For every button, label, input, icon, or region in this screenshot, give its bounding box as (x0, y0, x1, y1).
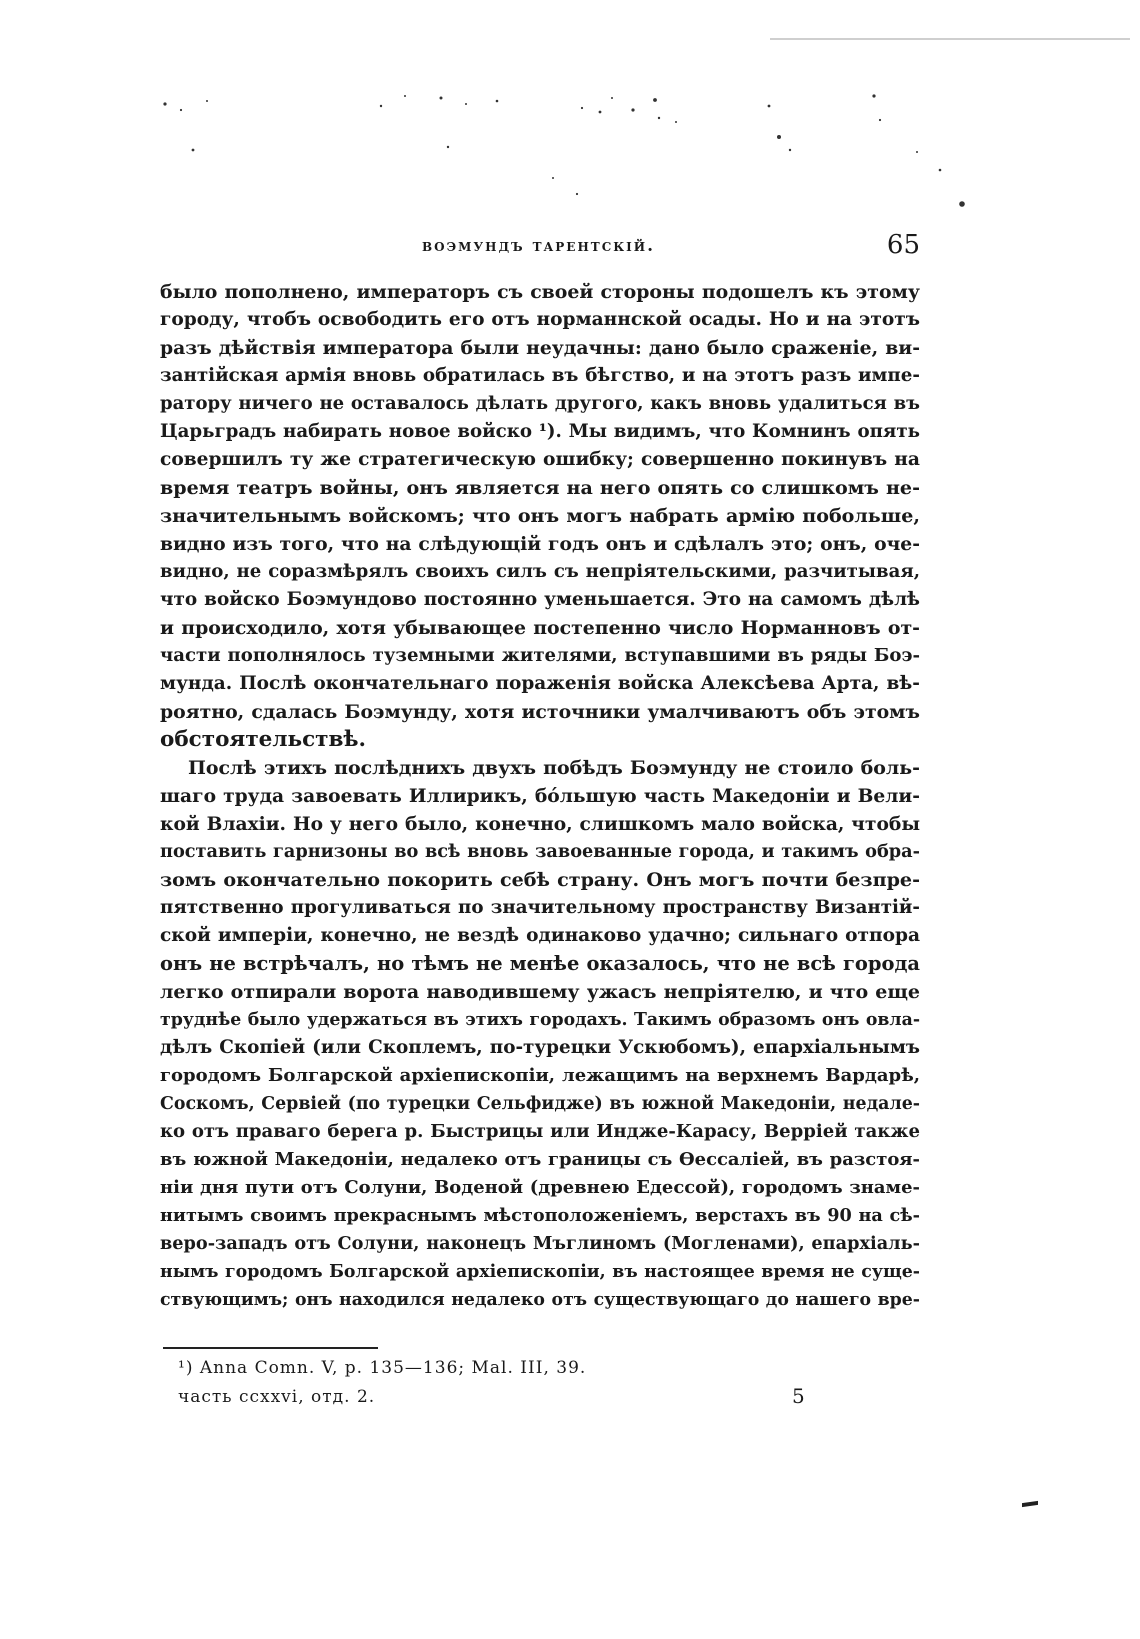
text-line: обстоятельствѣ. (160, 727, 367, 752)
text-line: нитымъ своимъ прекраснымъ мѣстоположеніемъ, верстахъ въ 90 на сѣ- (160, 1205, 920, 1226)
text-line: онъ не встрѣчалъ, но тѣмъ не менѣе оказалось, что не всѣ города (160, 952, 920, 975)
text-line: поставить гарнизоны во всѣ вновь завоеванные города, и такимъ обра- (160, 841, 920, 862)
sheet-number: 5 (792, 1384, 805, 1408)
text-line: Царьградъ набирать новое войско ¹). Мы видимъ, что Комнинъ опять (160, 421, 920, 442)
text-line: роятно, сдалась Боэмунду, хотя источники умалчиваютъ объ этомъ (160, 701, 920, 723)
text-line: время театръ войны, онъ является на него опять со слишкомъ не- (160, 477, 920, 499)
text-line: ко отъ праваго берега р. Быстрицы или Индже-Карасу, Верріей также (160, 1121, 920, 1142)
text-line: Послѣ этихъ послѣднихъ двухъ побѣдъ Боэмунду не стоило боль- (188, 757, 920, 779)
running-head (160, 230, 920, 262)
footnote: ¹) Anna Comn. V, p. 135—136; Mal. III, 39. (178, 1358, 587, 1378)
page-number: 65 (886, 230, 920, 260)
text-line: зантійская армія вновь обратилась въ бѣгство, и на этотъ разъ импе- (160, 365, 920, 386)
text-line: видно изъ того, что на слѣдующій годъ онъ и сдѣлалъ это; онъ, оче- (160, 533, 920, 555)
text-line: пятственно прогуливаться по значительному пространству Византій- (160, 897, 920, 918)
scan-edge-mark (1022, 1501, 1038, 1507)
text-line: Соскомъ, Сервіей (по турецки Сельфидже) въ южной Македоніи, недале- (160, 1094, 920, 1114)
text-line: ратору ничего не оставалось дѣлать другого, какъ вновь удалиться въ (160, 393, 920, 414)
text-line: мунда. Послѣ окончательнаго пораженія войска Алексѣева Арта, вѣ- (160, 673, 920, 694)
text-line: ствующимъ; онъ находился недалеко отъ существующаго до нашего вре- (160, 1290, 920, 1310)
text-line: труднѣе было удержаться въ этихъ городахъ. Такимъ образомъ онъ овла- (160, 1010, 920, 1030)
body-text (160, 278, 920, 1314)
printer-signature: часть ccxxvi, отд. 2. (178, 1387, 376, 1407)
scan-specks (0, 0, 1140, 240)
text-line: и происходило, хотя убывающее постепенно число Норманновъ от- (160, 617, 920, 639)
text-line: видно, не соразмѣрялъ своихъ силъ съ непріятельскими, разчитывая, (160, 561, 920, 582)
text-line: значительнымъ войскомъ; что онъ могъ набрать армію побольше, (160, 505, 920, 527)
text-line: ской имперіи, конечно, не вездѣ одинаково удачно; сильнаго отпора (160, 925, 920, 946)
footnote-rule (163, 1347, 378, 1349)
text-line: было пополнено, императоръ съ своей стороны подошелъ къ этому (160, 281, 920, 303)
text-line: шаго труда завоевать Иллирикъ, бóльшую часть Македоніи и Вели- (160, 785, 920, 807)
text-line: зомъ окончательно покорить себѣ страну. Онъ могъ почти безпре- (160, 868, 920, 891)
running-title: воэмундъ тарентскій. (422, 236, 656, 256)
text-line: въ южной Македоніи, недалеко отъ границы съ Ѳессаліей, въ разстоя- (160, 1149, 920, 1170)
text-line: что войско Боэмундово постоянно уменьшается. Это на самомъ дѣлѣ (160, 589, 920, 610)
text-line: совершилъ ту же стратегическую ошибку; совершенно покинувъ на (160, 449, 920, 470)
text-line: дѣлъ Скопіей (или Скоплемъ, по-турецки Ускюбомъ), епархіальнымъ (160, 1037, 920, 1058)
text-line: городу, чтобъ освободить его отъ норманнской осады. Но и на этотъ (160, 309, 920, 330)
text-line: веро-западъ отъ Солуни, наконецъ Мъглиномъ (Могленами), епархіаль- (160, 1233, 920, 1254)
text-line: нымъ городомъ Болгарской архіепископіи, въ настоящее время не суще- (160, 1262, 920, 1282)
text-line: городомъ Болгарской архіепископіи, лежащимъ на верхнемъ Вардарѣ, (160, 1065, 920, 1086)
text-line: ніи дня пути отъ Солуни, Воденой (древнею Едессой), городомъ знаме- (160, 1177, 920, 1198)
text-line: части пополнялось туземными жителями, вступавшими въ ряды Боэ- (160, 645, 920, 666)
text-line: разъ дѣйствія императора были неудачны: дано было сраженіе, ви- (160, 337, 920, 359)
text-line: кой Влахіи. Но у него было, конечно, слишкомъ мало войска, чтобы (160, 813, 920, 835)
text-line: легко отпирали ворота наводившему ужасъ непріятелю, и что еще (160, 981, 920, 1003)
